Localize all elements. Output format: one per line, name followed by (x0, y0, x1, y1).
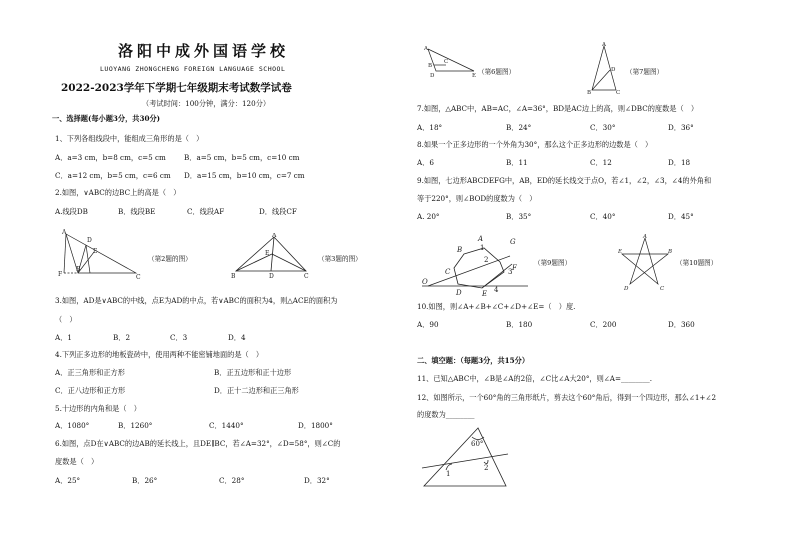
option-d: D．45° (668, 212, 694, 221)
option-d: D．36° (668, 123, 694, 132)
option-b: B．11 (506, 158, 528, 167)
school-name: 洛阳中成外国语学校 (118, 42, 290, 60)
figure-caption: （第3题的图） (318, 255, 362, 263)
svg-text:B: B (428, 63, 433, 69)
svg-text:B: B (668, 249, 672, 255)
svg-text:C: C (136, 274, 141, 280)
figure-q12 (420, 424, 510, 490)
option-a: A．a=3 cm，b=8 cm，c=5 cm (55, 153, 166, 162)
svg-text:4: 4 (494, 286, 499, 294)
exam-title: 2022-2023学年下学期七年级期末考试数学试卷 (61, 82, 292, 94)
svg-text:A: A (62, 229, 67, 236)
option-a: A.线段DB (55, 207, 88, 216)
option-d: D．360 (668, 320, 695, 329)
question-stem: 4.下列正多边形的地板瓷砖中，使用两种不能密铺地面的是（ ） (55, 350, 264, 359)
option-c: C．1440° (209, 421, 244, 430)
question-stem: 9.如图，七边形ABCDEFG中，AB，ED的延长线交于点O，若∠1，∠2，∠3，∠4的外角和 (417, 176, 712, 185)
option-b: B．线段BE (118, 207, 156, 216)
option-a: A．正三角形和正方形 (55, 368, 125, 377)
option-d: D．正十二边形和正三角形 (214, 386, 299, 395)
svg-text:D: D (624, 286, 629, 290)
exam-info: （考试时间：100分钟，满分：120分） (142, 99, 271, 108)
svg-text:60°: 60° (471, 440, 484, 448)
figure-caption: （第6题图） (478, 68, 516, 76)
svg-text:B: B (231, 273, 236, 279)
option-a: A．6 (417, 158, 434, 167)
question-stem-cont: 的度数为________ (417, 410, 475, 419)
svg-text:C: C (304, 273, 309, 279)
question-stem: 2.如图，∨ABC的边BC上的高是（ ） (55, 188, 181, 197)
question-stem-cont: 度数是（ ） (55, 457, 99, 466)
option-a: A. 20° (417, 212, 440, 221)
option-b: B．a=5 cm，b=5 cm，c=10 cm (184, 153, 300, 162)
option-b: B．180 (506, 320, 533, 329)
svg-text:D: D (456, 289, 462, 297)
option-b: B．26° (132, 476, 158, 485)
figure-caption: （第7题图） (626, 68, 664, 76)
question-stem-cont: 等于220°，则∠BOD的度数为（ ） (417, 194, 537, 203)
svg-text:G: G (510, 238, 516, 246)
svg-text:A: A (478, 235, 484, 243)
svg-text:3: 3 (508, 268, 513, 276)
option-c: C．a=12 cm，b=5 cm，c=6 cm (55, 171, 171, 180)
option-d: D．a=15 cm，b=10 cm，c=7 cm (184, 171, 305, 180)
svg-text:E: E (482, 290, 488, 298)
option-a: A．1080° (55, 421, 90, 430)
figure-q7 (584, 42, 624, 94)
option-d: D．32° (304, 476, 330, 485)
svg-text:B: B (587, 90, 592, 94)
option-a: A．25° (55, 476, 81, 485)
figure-caption: （第2题的图） (148, 255, 192, 263)
option-c: C．40° (590, 212, 616, 221)
svg-text:D: D (269, 273, 274, 279)
option-d: D．18 (668, 158, 691, 167)
question-stem: 7.如图，△ABC中，AB=AC，∠A=36°，BD是AC边上的高，则∠DBC的度数是（ ） (417, 104, 699, 113)
svg-text:A: A (643, 234, 647, 240)
section-title: 一、选择题(每小题3分，共30分) (52, 114, 161, 123)
svg-text:D: D (430, 73, 435, 79)
option-b: B．35° (506, 212, 532, 221)
option-b: B．1260° (118, 421, 153, 430)
question-stem: 3.如图，AD是∨ABC的中线，点E为AD的中点，若∨ABC的面积为4，则△ACE的面积为 (55, 296, 338, 305)
figure-q6 (422, 44, 478, 80)
question-stem: 1、下列各组线段中，能组成三角形的是（ ） (55, 134, 204, 143)
svg-text:D: D (611, 67, 616, 73)
svg-text:E: E (265, 250, 270, 257)
question-stem: 10.如图，则∠A+∠B+∠C+∠D+∠E=（ ）度. (417, 302, 576, 311)
option-c: C．30° (590, 123, 616, 132)
svg-text:A: A (602, 42, 606, 48)
svg-text:D: D (87, 237, 92, 244)
option-c: C．28° (219, 476, 245, 485)
svg-text:C: C (444, 59, 449, 65)
section-title: 二、填空题：（每题3分，共15分） (417, 356, 530, 365)
option-d: D．1800° (298, 421, 333, 430)
option-c: C．200 (590, 320, 617, 329)
option-c: C．3 (170, 333, 188, 342)
question-stem: 5.十边形的内角和是（ ） (55, 404, 141, 413)
question-stem: 6.如图，点D在∨ABC的边AB的延长线上，且DE∥BC，若∠A=32°，∠D=58°，则∠C的 (55, 439, 341, 448)
option-b: B．2 (113, 333, 131, 342)
option-c: C．线段AF (187, 207, 225, 216)
option-b: B．正五边形和正十边形 (214, 368, 292, 377)
question-paren: （ ） (55, 315, 77, 324)
svg-text:A: A (272, 233, 277, 239)
svg-text:1: 1 (446, 470, 451, 478)
svg-text:C: C (445, 268, 451, 276)
svg-text:E: E (472, 73, 477, 79)
school-name-en: LUOYANG ZHONGCHENG FOREIGN LANGUAGE SCHOOL (100, 65, 286, 73)
svg-text:F: F (512, 264, 517, 272)
svg-text:2: 2 (484, 464, 489, 472)
figure-caption: （第9题图） (534, 259, 572, 267)
svg-text:1: 1 (480, 244, 485, 252)
option-d: D．4 (228, 333, 246, 342)
option-a: A．18° (417, 123, 443, 132)
svg-text:B: B (457, 246, 463, 254)
question-stem: 11、已知△ABC中，∠B是∠A的2倍，∠C比∠A大20°，则∠A=________. (417, 374, 653, 383)
question-stem: 8.如果一个正多边形的一个外角为30°，那么这个正多边形的边数是（ ） (417, 140, 653, 149)
svg-text:E: E (93, 248, 98, 255)
question-stem: 12、如图所示，一个60°角的三角形纸片，剪去这个60°角后，得到一个四边形，那么∠1+∠2 (417, 393, 717, 402)
figure-q10 (618, 234, 672, 290)
svg-text:B: B (76, 266, 81, 273)
svg-text:O: O (422, 278, 428, 286)
svg-text:F: F (58, 271, 63, 278)
option-b: B．24° (506, 123, 532, 132)
figure-q9 (420, 226, 530, 298)
svg-text:E: E (618, 249, 623, 255)
svg-text:2: 2 (484, 256, 489, 264)
option-c: C．12 (590, 158, 612, 167)
figure-q2 (56, 228, 142, 280)
option-d: D．线段CF (259, 207, 297, 216)
option-c: C．正八边形和正方形 (55, 386, 126, 395)
svg-text:C: C (616, 90, 621, 94)
svg-text:A: A (424, 46, 428, 52)
option-a: A．1 (55, 333, 72, 342)
svg-text:C: C (660, 286, 665, 290)
figure-q3 (230, 233, 310, 279)
figure-caption: （第10题图） (676, 259, 718, 267)
option-a: A．90 (417, 320, 439, 329)
